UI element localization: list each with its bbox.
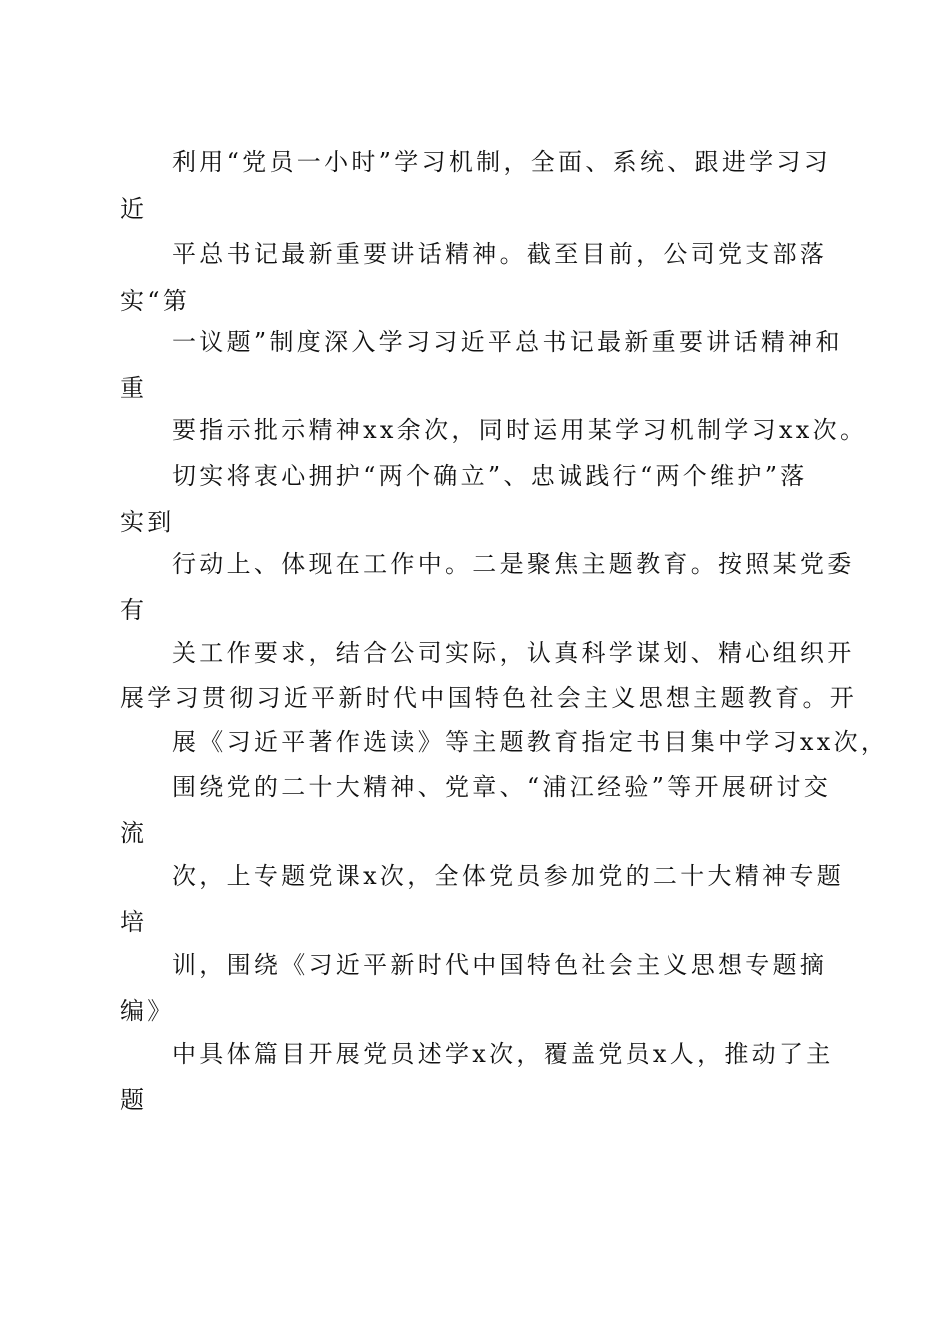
text-line: 培	[120, 908, 148, 936]
text-line: 要指示批示精神xx余次，同时运用某学习机制学习xx次。	[172, 416, 868, 444]
text-line: 行动上、体现在工作中。二是聚焦主题教育。按照某党委	[172, 550, 855, 578]
text-line: 次，上专题党课x次，全体党员参加党的二十大精神专题	[172, 862, 845, 890]
text-line: 利用“党员一小时”学习机制，全面、系统、跟进学习习	[172, 148, 832, 176]
text-line: 中具体篇目开展党员述学x次，覆盖党员x人，推动了主	[172, 1040, 834, 1068]
text-line: 重	[120, 374, 148, 402]
text-line: 实到	[120, 508, 175, 536]
text-line: 训，围绕《习近平新时代中国特色社会主义思想专题摘	[172, 951, 828, 979]
text-line: 一议题”制度深入学习习近平总书记最新重要讲话精神和	[172, 328, 843, 356]
text-line: 切实将衷心拥护“两个确立”、忠诚践行“两个维护”落	[172, 462, 808, 490]
text-line: 近	[120, 195, 148, 223]
text-line: 关工作要求，结合公司实际，认真科学谋划、精心组织开	[172, 639, 855, 667]
text-line: 题	[120, 1086, 148, 1114]
text-line: 有	[120, 596, 148, 624]
text-line: 平总书记最新重要讲话精神。截至目前，公司党支部落	[172, 240, 828, 268]
text-line: 实“第	[120, 287, 191, 315]
text-line: 围绕党的二十大精神、党章、“浦江经验”等开展研讨交	[172, 773, 832, 801]
text-line: 展《习近平著作选读》等主题教育指定书目集中学习xx次，	[172, 728, 889, 756]
text-line: 展学习贯彻习近平新时代中国特色社会主义思想主题教育。开	[120, 684, 858, 712]
text-line: 编》	[120, 997, 175, 1025]
text-line: 流	[120, 819, 148, 847]
